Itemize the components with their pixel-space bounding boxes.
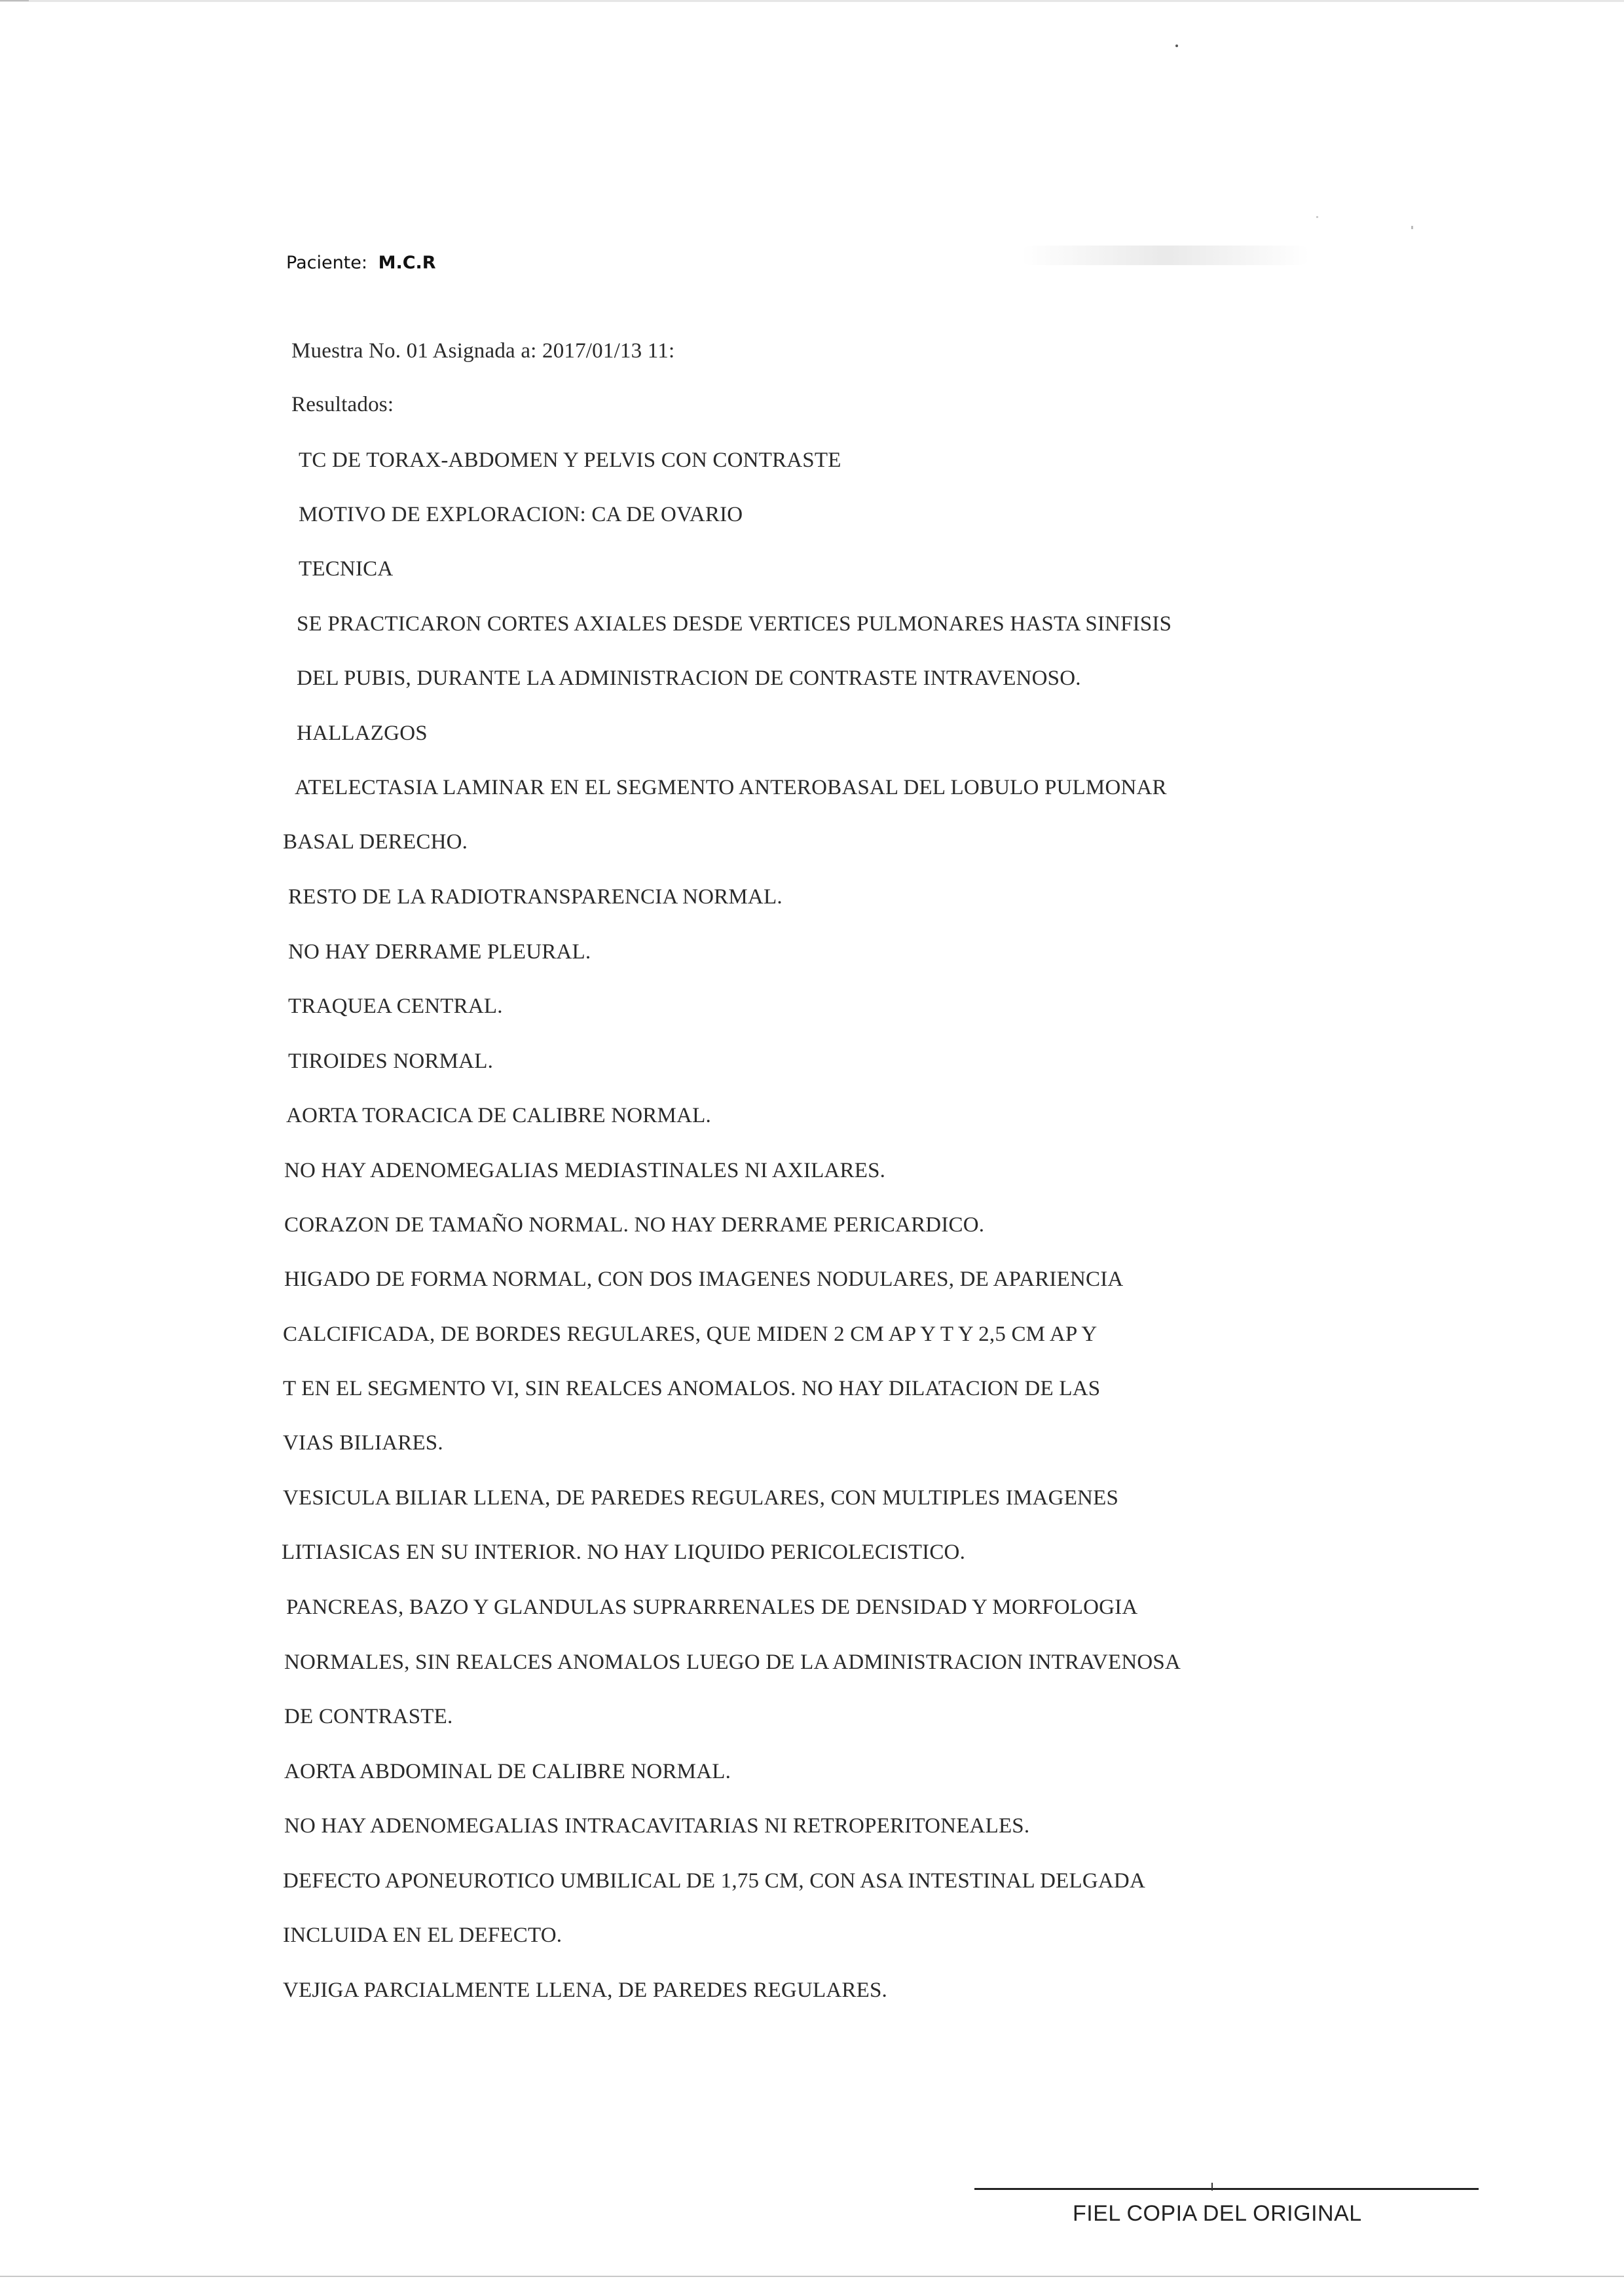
report-line: DEFECTO APONEUROTICO UMBILICAL DE 1,75 CM, CON ASA INTESTINAL DELGADA: [283, 1869, 1145, 1893]
certified-copy-label: FIEL COPIA DEL ORIGINAL: [1073, 2201, 1362, 2226]
report-line: CORAZON DE TAMAÑO NORMAL. NO HAY DERRAME PERICARDICO.: [284, 1213, 985, 1237]
exam-reason: MOTIVO DE EXPLORACION: CA DE OVARIO: [299, 503, 743, 526]
report-line: CALCIFICADA, DE BORDES REGULARES, QUE MIDEN 2 CM AP Y T Y 2,5 CM AP Y: [283, 1322, 1098, 1346]
signature-mark: [1211, 2183, 1213, 2191]
patient-value: M.C.R: [378, 253, 436, 273]
technique-heading: TECNICA: [299, 557, 394, 581]
findings-heading: HALLAZGOS: [297, 721, 428, 745]
scan-dot: [1175, 45, 1178, 47]
scan-dot: [1411, 226, 1413, 229]
report-line: NO HAY ADENOMEGALIAS MEDIASTINALES NI AXILARES.: [284, 1159, 886, 1182]
signature-line: [974, 2188, 1479, 2190]
exam-title: TC DE TORAX-ABDOMEN Y PELVIS CON CONTRASTE: [299, 448, 841, 472]
scan-top-edge: [0, 0, 1624, 2]
scan-dot: [1316, 216, 1318, 218]
report-line: TRAQUEA CENTRAL.: [288, 994, 503, 1018]
patient-label: Paciente:: [286, 253, 367, 273]
report-line: BASAL DERECHO.: [283, 830, 468, 854]
report-line: AORTA ABDOMINAL DE CALIBRE NORMAL.: [284, 1760, 731, 1783]
sample-line: Muestra No. 01 Asignada a: 2017/01/13 11:: [291, 339, 675, 363]
report-line: NO HAY DERRAME PLEURAL.: [288, 940, 591, 964]
report-line: NORMALES, SIN REALCES ANOMALOS LUEGO DE LA ADMINISTRACION INTRAVENOSA: [284, 1650, 1181, 1674]
results-heading: Resultados:: [291, 393, 394, 416]
report-line: T EN EL SEGMENTO VI, SIN REALCES ANOMALOS. NO HAY DILATACION DE LAS: [283, 1377, 1101, 1400]
report-line: VESICULA BILIAR LLENA, DE PAREDES REGULARES, CON MULTIPLES IMAGENES: [283, 1486, 1119, 1510]
report-line: RESTO DE LA RADIOTRANSPARENCIA NORMAL.: [288, 885, 783, 909]
redacted-header-area: [1022, 246, 1310, 265]
report-line: LITIASICAS EN SU INTERIOR. NO HAY LIQUIDO PERICOLECISTICO.: [282, 1540, 966, 1564]
report-line: SE PRACTICARON CORTES AXIALES DESDE VERTICES PULMONARES HASTA SINFISIS: [297, 612, 1172, 636]
report-line: VIAS BILIARES.: [283, 1431, 443, 1455]
report-line: ATELECTASIA LAMINAR EN EL SEGMENTO ANTEROBASAL DEL LOBULO PULMONAR: [295, 776, 1167, 799]
scan-bottom-edge: [0, 2276, 1624, 2277]
report-line: HIGADO DE FORMA NORMAL, CON DOS IMAGENES NODULARES, DE APARIENCIA: [284, 1267, 1124, 1291]
report-line: DE CONTRASTE.: [284, 1705, 453, 1728]
report-line: TIROIDES NORMAL.: [288, 1049, 494, 1073]
report-line: AORTA TORACICA DE CALIBRE NORMAL.: [286, 1104, 711, 1127]
report-line: PANCREAS, BAZO Y GLANDULAS SUPRARRENALES DE DENSIDAD Y MORFOLOGIA: [286, 1595, 1138, 1619]
scan-corner-mark: [0, 0, 29, 1]
report-line: DEL PUBIS, DURANTE LA ADMINISTRACION DE CONTRASTE INTRAVENOSO.: [297, 666, 1081, 690]
patient-field: [286, 253, 436, 273]
report-line: INCLUIDA EN EL DEFECTO.: [283, 1923, 563, 1947]
report-line: NO HAY ADENOMEGALIAS INTRACAVITARIAS NI RETROPERITONEALES.: [284, 1814, 1030, 1838]
report-line: VEJIGA PARCIALMENTE LLENA, DE PAREDES REGULARES.: [283, 1978, 887, 2002]
